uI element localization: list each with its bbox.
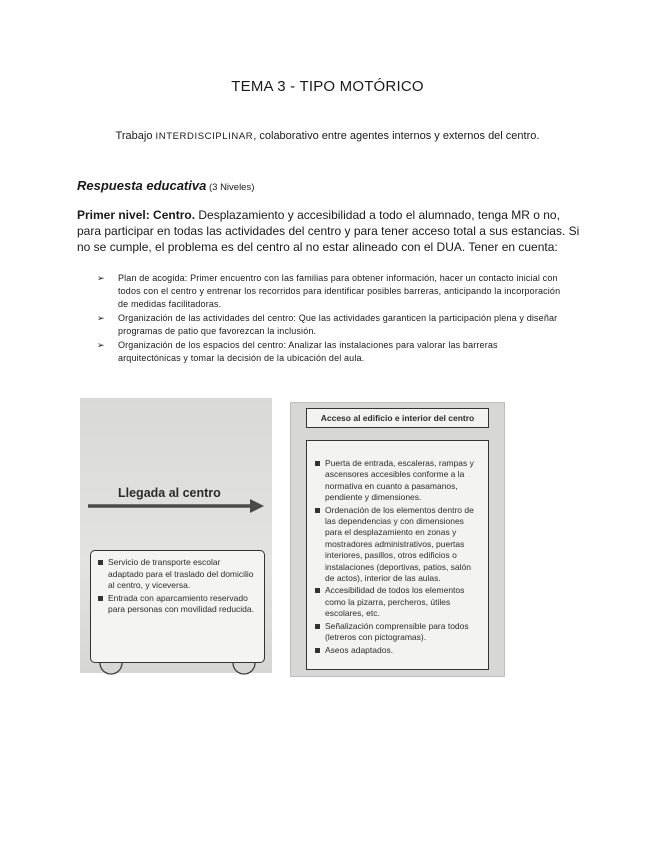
vehicle-wheels-icon (90, 663, 265, 687)
list-item (315, 505, 482, 585)
transport-info-box (90, 550, 265, 663)
square-bullet-icon (315, 648, 320, 653)
arrow-bullet-icon: ➢ (97, 313, 105, 323)
list-item-text: Puerta de entrada, escaleras, rampas y ascensores accesibles conforme a la normativa en cuanto a pasamanos, pendiente y dimensiones. (325, 458, 474, 503)
list-item (315, 645, 482, 656)
subtitle-pre: Trabajo (115, 130, 156, 142)
list-item-text: Servicio de transporte escolar adaptado para el traslado del domicilio al centro, y viceversa. (108, 557, 254, 590)
figure-header: Acceso al edificio e interior del centro (306, 408, 489, 428)
arrow-bullet-icon: ➢ (97, 273, 105, 283)
square-bullet-icon (315, 461, 320, 466)
section-heading-note: (3 Niveles) (206, 182, 255, 193)
list-item-text: Aseos adaptados. (325, 644, 394, 655)
list-item-text: Ordenación de los elementos dentro de las dependencias y con dimensiones para el desplazamiento en zonas y mostradores administrativos, puertas interiores, pasillos, otros edificios o instalaciones (deportivas, patios, salón de actos), interior de las aulas. (325, 504, 474, 584)
right-arrow-icon (86, 496, 266, 516)
figure-body (306, 440, 489, 670)
subtitle-caps: INTERDISCIPLINAR (155, 131, 254, 142)
list-item-text: Organización de los espacios del centro: Analizar las instalaciones para valorar las barreras arquitectónicas y tomar la decisión de la ubicación del aula. (118, 340, 498, 363)
figure-arrow-label: Llegada al centro (118, 486, 221, 500)
primer-nivel-label: Primer nivel: Centro. (77, 208, 196, 222)
list-item (98, 593, 258, 616)
list-item (97, 339, 562, 365)
figure-acceso-edificio (290, 402, 505, 677)
list-item (97, 272, 562, 311)
list-item-text: Accesibilidad de todos los elementos como la pizarra, percheros, útiles escolares, etc. (325, 585, 465, 619)
section-heading-text: Respuesta educativa (77, 178, 207, 193)
primer-nivel-paragraph (77, 207, 584, 255)
bullet-list (97, 272, 562, 366)
square-bullet-icon (98, 596, 103, 601)
list-item-text: Señalización comprensible para todos (letreros con pictogramas). (325, 620, 469, 643)
list-item (315, 621, 482, 644)
square-bullet-icon (315, 624, 320, 629)
figure-llegada-al-centro (80, 398, 280, 688)
section-heading (77, 178, 254, 193)
list-item (97, 312, 562, 338)
list-item-text: Entrada con aparcamiento reservado para personas con movilidad reducida. (108, 592, 255, 614)
list-item (98, 557, 258, 592)
square-bullet-icon (98, 560, 103, 565)
list-item (315, 458, 482, 504)
primer-nivel-text: Desplazamiento y accesibilidad a todo el alumnado, tenga MR o no, para participar en todas las actividades del centro y para tener acceso total a sus estancias. Si no se cumple, el problema es del centro al no estar alineado con el DUA. Tener en cuenta: (77, 208, 580, 254)
square-bullet-icon (315, 508, 320, 513)
list-item (315, 585, 482, 619)
subtitle (0, 130, 655, 142)
subtitle-post: , colaborativo entre agentes internos y externos del centro. (253, 130, 540, 142)
list-item-text: Organización de las actividades del centro: Que las actividades garanticen la participación plena y diseñar programas de patio que favorezcan la inclusión. (118, 313, 558, 336)
page-title: TEMA 3 - TIPO MOTÓRICO (231, 78, 424, 95)
square-bullet-icon (315, 588, 320, 593)
list-item-text: Plan de acogida: Primer encuentro con las familias para obtener información, hacer un contacto inicial con todos con el centro y entrenar los recorridos para identificar posibles barreras, anticipando la incorporación de medidas facilitadoras. (118, 273, 561, 309)
arrow-bullet-icon: ➢ (97, 340, 105, 350)
